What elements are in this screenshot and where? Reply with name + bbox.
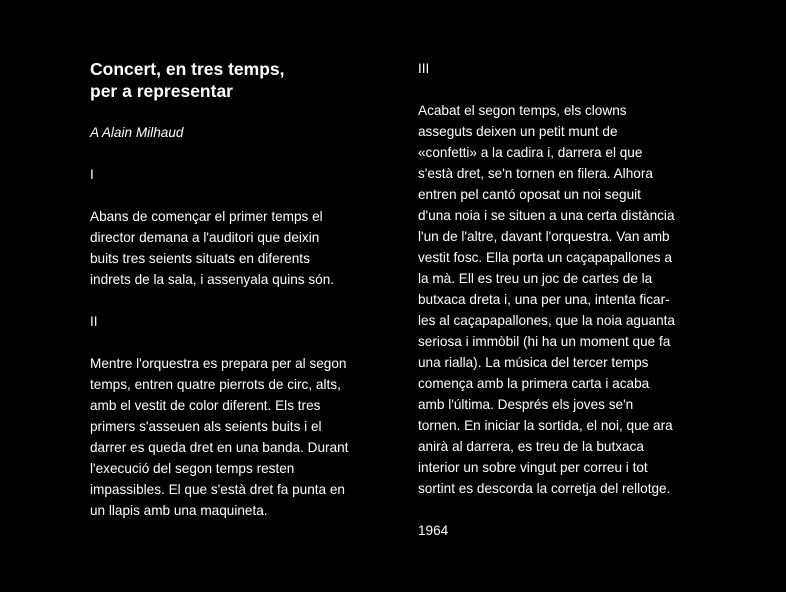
text-line: butxaca dreta i, una per una, intenta ficar- — [418, 292, 670, 307]
section-numeral-iii: III — [418, 61, 430, 76]
text-line: seriosa i immòbil (hi ha un moment que fa — [418, 334, 671, 349]
document-title — [90, 58, 380, 102]
text-line: un llapis amb una maquineta. — [90, 503, 268, 518]
text-line: director demana a l'auditori que deixin — [90, 230, 320, 245]
text-line: primers s'asseuen als seients buits i el — [90, 419, 322, 434]
year: 1964 — [418, 523, 449, 538]
text-line: amb el vestit de color diferent. Els tres — [90, 398, 321, 413]
text-line: anirà al darrera, es treu de la butxaca — [418, 439, 644, 454]
text-line: tornen. En iniciar la sortida, el noi, que ara — [418, 418, 673, 433]
section-numeral-ii: II — [90, 314, 98, 329]
title-line: Concert, en tres temps, — [90, 59, 285, 79]
text-line: s'està dret, se'n tornen en filera. Alhora — [418, 166, 653, 181]
text-line: darrer es queda dret en una banda. Durant — [90, 440, 349, 455]
dedication: A Alain Milhaud — [90, 125, 184, 140]
text-line: indrets de la sala, i assenyala quins són. — [90, 272, 335, 287]
text-line: l'un de l'altre, davant l'orquestra. Van amb — [418, 229, 670, 244]
text-line: les al caçapapallones, que la noia aguanta — [418, 313, 675, 328]
text-line: Acabat el segon temps, els clowns — [418, 103, 627, 118]
text-line: temps, entren quatre pierrots de circ, alts, — [90, 377, 341, 392]
section-i-paragraph — [90, 206, 380, 290]
text-line: «confetti» a la cadira i, darrera el que — [418, 145, 643, 160]
text-line: entren pel cantó oposat un noi seguit — [418, 187, 641, 202]
text-line: d'una noia i se situen a una certa distància — [418, 208, 675, 223]
title-line: per a representar — [90, 81, 233, 101]
text-line: Abans de començar el primer temps el — [90, 209, 323, 224]
text-line: buits tres seients situats en diferents — [90, 251, 310, 266]
text-line: interior un sobre vingut per correu i tot — [418, 460, 648, 475]
text-line: amb l'última. Després els joves se'n — [418, 397, 634, 412]
section-iii-paragraph — [418, 100, 710, 499]
section-numeral-i: I — [90, 167, 94, 182]
section-ii-paragraph — [90, 353, 380, 521]
text-line: impassibles. El que s'està dret fa punta en — [90, 482, 345, 497]
text-line: l'execució del segon temps resten — [90, 461, 295, 476]
text-line: Mentre l'orquestra es prepara per al segon — [90, 356, 347, 371]
text-line: comença amb la primera carta i acaba — [418, 376, 650, 391]
text-line: sortint es descorda la corretja del rellotge. — [418, 481, 671, 496]
text-line: la mà. Ell es treu un joc de cartes de la — [418, 271, 653, 286]
text-line: asseguts deixen un petit munt de — [418, 124, 618, 139]
right-column — [418, 58, 710, 541]
text-line: vestit fosc. Ella porta un caçapapallones a — [418, 250, 672, 265]
text-line: una rialla). La música del tercer temps — [418, 355, 649, 370]
left-column — [90, 58, 380, 521]
